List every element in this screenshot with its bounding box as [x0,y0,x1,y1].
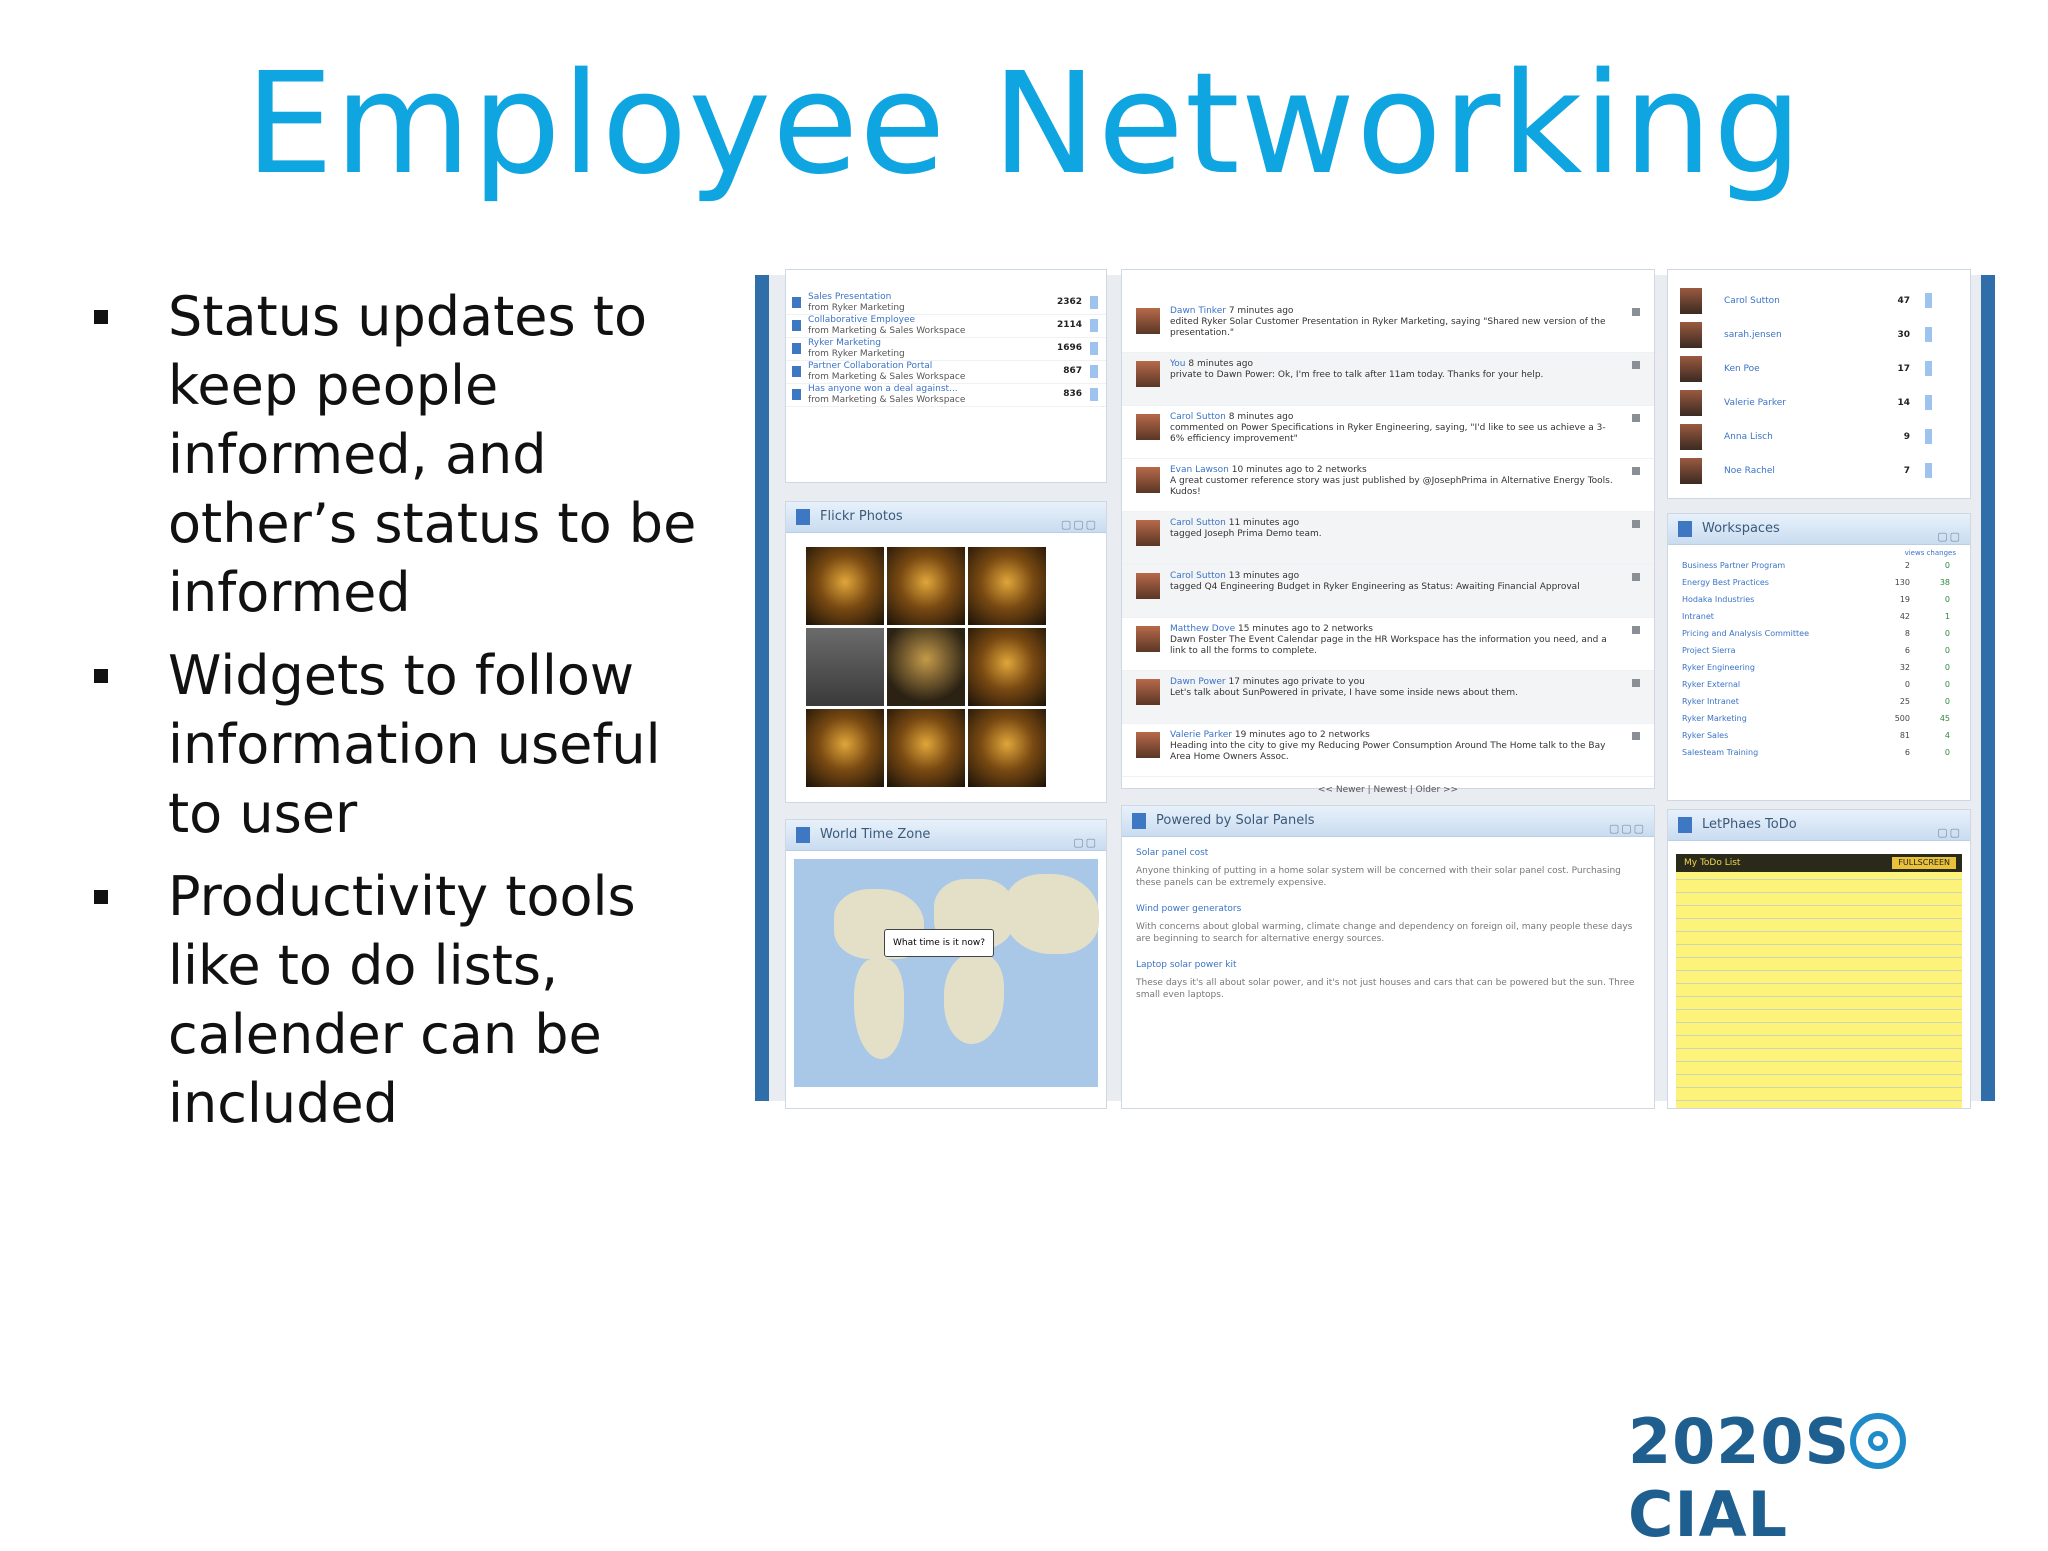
list-item[interactable]: Has anyone won a deal against... from Marketing & Sales Workspace 836 [786,384,1106,407]
delete-icon[interactable] [1632,467,1640,475]
slide-title: Employee Networking [245,43,1803,206]
widget-controls-icon[interactable]: ▢▢▢ [1608,822,1646,835]
delete-icon[interactable] [1632,361,1640,369]
avatar [1136,573,1160,599]
feed-item[interactable]: Dawn Power 17 minutes ago private to you Let's talk about SunPowered in private, I have some inside news about them. [1122,671,1654,724]
fullscreen-button[interactable]: FULLSCREEN [1892,857,1956,869]
widget-icon [796,827,810,843]
delete-icon[interactable] [1632,732,1640,740]
bar-icon [1090,342,1098,355]
document-icon [792,343,801,354]
time-bubble[interactable]: What time is it now? [884,929,994,957]
avatar [1136,520,1160,546]
workspace-row[interactable]: Ryker Intranet 25 0 [1682,697,1950,706]
widget-controls-icon[interactable]: ▢▢ [1073,836,1098,849]
workspace-row[interactable]: Intranet 42 1 [1682,612,1950,621]
world-time-widget: World Time Zone ▢▢ What time is it now? [785,819,1107,1109]
avatar [1680,390,1702,416]
photo-thumbnail[interactable] [806,709,884,787]
list-item[interactable]: Ryker Marketing from Ryker Marketing 1696 [786,338,1106,361]
widget-controls-icon[interactable]: ▢▢ [1937,530,1962,543]
delete-icon[interactable] [1632,679,1640,687]
bar-icon [1090,365,1098,378]
widget-icon [796,509,810,525]
avatar [1136,308,1160,334]
avatar [1136,467,1160,493]
photo-thumbnail[interactable] [806,547,884,625]
feed-item[interactable]: Carol Sutton 11 minutes ago tagged Joseph Prima Demo team. [1122,512,1654,565]
bullet-item: Widgets to follow information useful to user [90,641,710,848]
avatar [1680,424,1702,450]
document-icon [792,320,801,331]
workspace-row[interactable]: Energy Best Practices 130 38 [1682,578,1950,587]
bullet-list [90,282,710,1152]
bar-icon [1925,293,1932,308]
photo-thumbnail[interactable] [887,628,965,706]
bullet-item: Productivity tools like to do lists, calender can be included [90,862,710,1138]
activity-feed-widget [1121,269,1655,795]
feed-item[interactable]: Evan Lawson 10 minutes ago to 2 networks A great customer reference story was just published by @JosephPrima in Alternative Energy Tools. Kudos! [1122,459,1654,512]
photo-thumbnail[interactable] [968,628,1046,706]
document-icon [792,297,801,308]
photo-grid [786,533,1106,801]
workspace-row[interactable]: Ryker Engineering 32 0 [1682,663,1950,672]
workspace-row[interactable]: Project Sierra 6 0 [1682,646,1950,655]
flickr-photos-widget: Flickr Photos ▢▢▢ [785,501,1107,803]
tag-icon[interactable] [1632,573,1640,581]
workspace-row[interactable]: Hodaka Industries 19 0 [1682,595,1950,604]
spiral-logo-icon [1850,1413,1906,1469]
avatar [1136,414,1160,440]
avatar [1136,679,1160,705]
feed-item[interactable]: Dawn Tinker 7 minutes ago edited Ryker Solar Customer Presentation in Ryker Marketing, saying "Shared new version of the presentation." [1122,300,1654,353]
bullet-item: Status updates to keep people informed, and other’s status to be informed [90,282,710,627]
feed-item[interactable]: Valerie Parker 19 minutes ago to 2 networks Heading into the city to give my Reducing Power Consumption Around The Home talk to the Bay Area Home Owners Assoc. [1122,724,1654,777]
widget-icon [1678,817,1692,833]
photo-thumbnail[interactable] [887,709,965,787]
tag-icon[interactable] [1632,520,1640,528]
list-item[interactable]: sarah.jensen 30 [1668,318,1970,352]
list-item[interactable]: Sales Presentation from Ryker Marketing 2362 [786,292,1106,315]
company-logo: 2020SCIAL [1628,1405,2048,1551]
workspace-row[interactable]: Business Partner Program 2 0 [1682,561,1950,570]
world-map[interactable] [794,859,1098,1087]
bar-icon [1090,388,1098,401]
photo-thumbnail[interactable] [887,547,965,625]
bullet-square-icon [94,890,108,904]
avatar [1680,458,1702,484]
list-item[interactable]: Anna Lisch 9 [1668,420,1970,454]
avatar [1136,626,1160,652]
document-icon [792,366,801,377]
workspace-row[interactable]: Ryker Marketing 500 45 [1682,714,1950,723]
top-items-widget [785,269,1107,483]
photo-thumbnail[interactable] [968,547,1046,625]
list-item[interactable]: Noe Rachel 7 [1668,454,1970,488]
widget-icon [1678,521,1692,537]
photo-thumbnail[interactable] [806,628,884,706]
bar-icon [1925,327,1932,342]
avatar [1680,356,1702,382]
people-widget [1667,269,1971,499]
feed-item[interactable]: Carol Sutton 13 minutes ago tagged Q4 Engineering Budget in Ryker Engineering as Status: Awaiting Financial Approval [1122,565,1654,618]
bullet-square-icon [94,669,108,683]
bar-icon [1925,361,1932,376]
todo-widget: LetPhaes ToDo ▢▢ My ToDo List FULLSCREEN [1667,809,1971,1109]
list-item[interactable]: Valerie Parker 14 [1668,386,1970,420]
delete-icon[interactable] [1632,626,1640,634]
feed-item[interactable]: Matthew Dove 15 minutes ago to 2 networks Dawn Foster The Event Calendar page in the HR Workspace has the information you need, and a link to all the forms to complete. [1122,618,1654,671]
avatar [1136,732,1160,758]
photo-thumbnail[interactable] [968,709,1046,787]
workspace-row[interactable]: Ryker Sales 81 4 [1682,731,1950,740]
avatar [1680,288,1702,314]
dashboard-screenshot [755,275,1995,1101]
feed-item[interactable]: Carol Sutton 8 minutes ago commented on Power Specifications in Ryker Engineering, saying, "I'd like to see us achieve a 3-6% efficiency improvement" [1122,406,1654,459]
list-item[interactable]: Ken Poe 17 [1668,352,1970,386]
avatar [1136,361,1160,387]
bar-icon [1925,429,1932,444]
list-item[interactable]: Partner Collaboration Portal from Marketing & Sales Workspace 867 [786,361,1106,384]
workspace-row[interactable]: Pricing and Analysis Committee 8 0 [1682,629,1950,638]
article[interactable]: Wind power generators With concerns about global warming, climate change and dependency on foreign oil, many people these days are beginning to search for alternative energy sources. [1136,904,1633,944]
widget-icon [1132,813,1146,829]
feed-item[interactable]: You 8 minutes ago private to Dawn Power: Ok, I'm free to talk after 11am today. Thanks for your help. [1122,353,1654,406]
solar-panels-widget: Powered by Solar Panels ▢▢▢ Solar panel cost Anyone thinking of putting in a home solar system will be concerned with their solar panel cost. Purchasing these panels can be extremely expensive. Wind power generators With concerns about global warming, climate change and dependency on foreign oil, many people these days are beginning to search for alternative energy sources. Laptop solar power kit These days it's all about solar power, and it's not just houses and cars that can be powered but the sun. Three small even laptops. [1121,805,1655,1109]
feed-list [1122,270,1654,795]
article[interactable]: Laptop solar power kit These days it's all about solar power, and it's not just houses and cars that can be powered but the sun. Three small even laptops. [1136,960,1635,1000]
widget-controls-icon[interactable]: ▢▢ [1937,826,1962,839]
comment-icon[interactable] [1632,414,1640,422]
bar-icon [1090,319,1098,332]
todo-notepad[interactable]: My ToDo List FULLSCREEN [1676,854,1962,1108]
workspace-row[interactable]: Salesteam Training 6 0 [1682,748,1950,757]
list-item[interactable]: Carol Sutton 47 [1668,284,1970,318]
article[interactable]: Solar panel cost Anyone thinking of putting in a home solar system will be concerned with their solar panel cost. Purchasing these panels can be extremely expensive. [1136,848,1621,888]
list-item[interactable]: Collaborative Employee from Marketing & Sales Workspace 2114 [786,315,1106,338]
workspaces-widget: Workspaces ▢▢ views changes Business Partner Program 2 0 Energy Best Practices 130 38 Hodaka Industries 19 0 Intranet 42 1 Pricing and Analysis Committee 8 0 Project Sierra 6 0 Ryker Engineering 32 0 Ryker External 0 0 Ryker Intranet 25 0 Ryker Marketing 500 45 Ryker Sales 81 4 Salesteam Training 6 0 [1667,513,1971,801]
avatar [1680,322,1702,348]
bar-icon [1925,463,1932,478]
workspace-row[interactable]: Ryker External 0 0 [1682,680,1950,689]
bullet-square-icon [94,310,108,324]
feed-pager[interactable]: << Newer | Newest | Older >> [1317,785,1459,795]
bar-icon [1090,296,1098,309]
bar-icon [1925,395,1932,410]
widget-controls-icon[interactable]: ▢▢▢ [1060,518,1098,531]
document-icon [792,389,801,400]
edit-icon[interactable] [1632,308,1640,316]
